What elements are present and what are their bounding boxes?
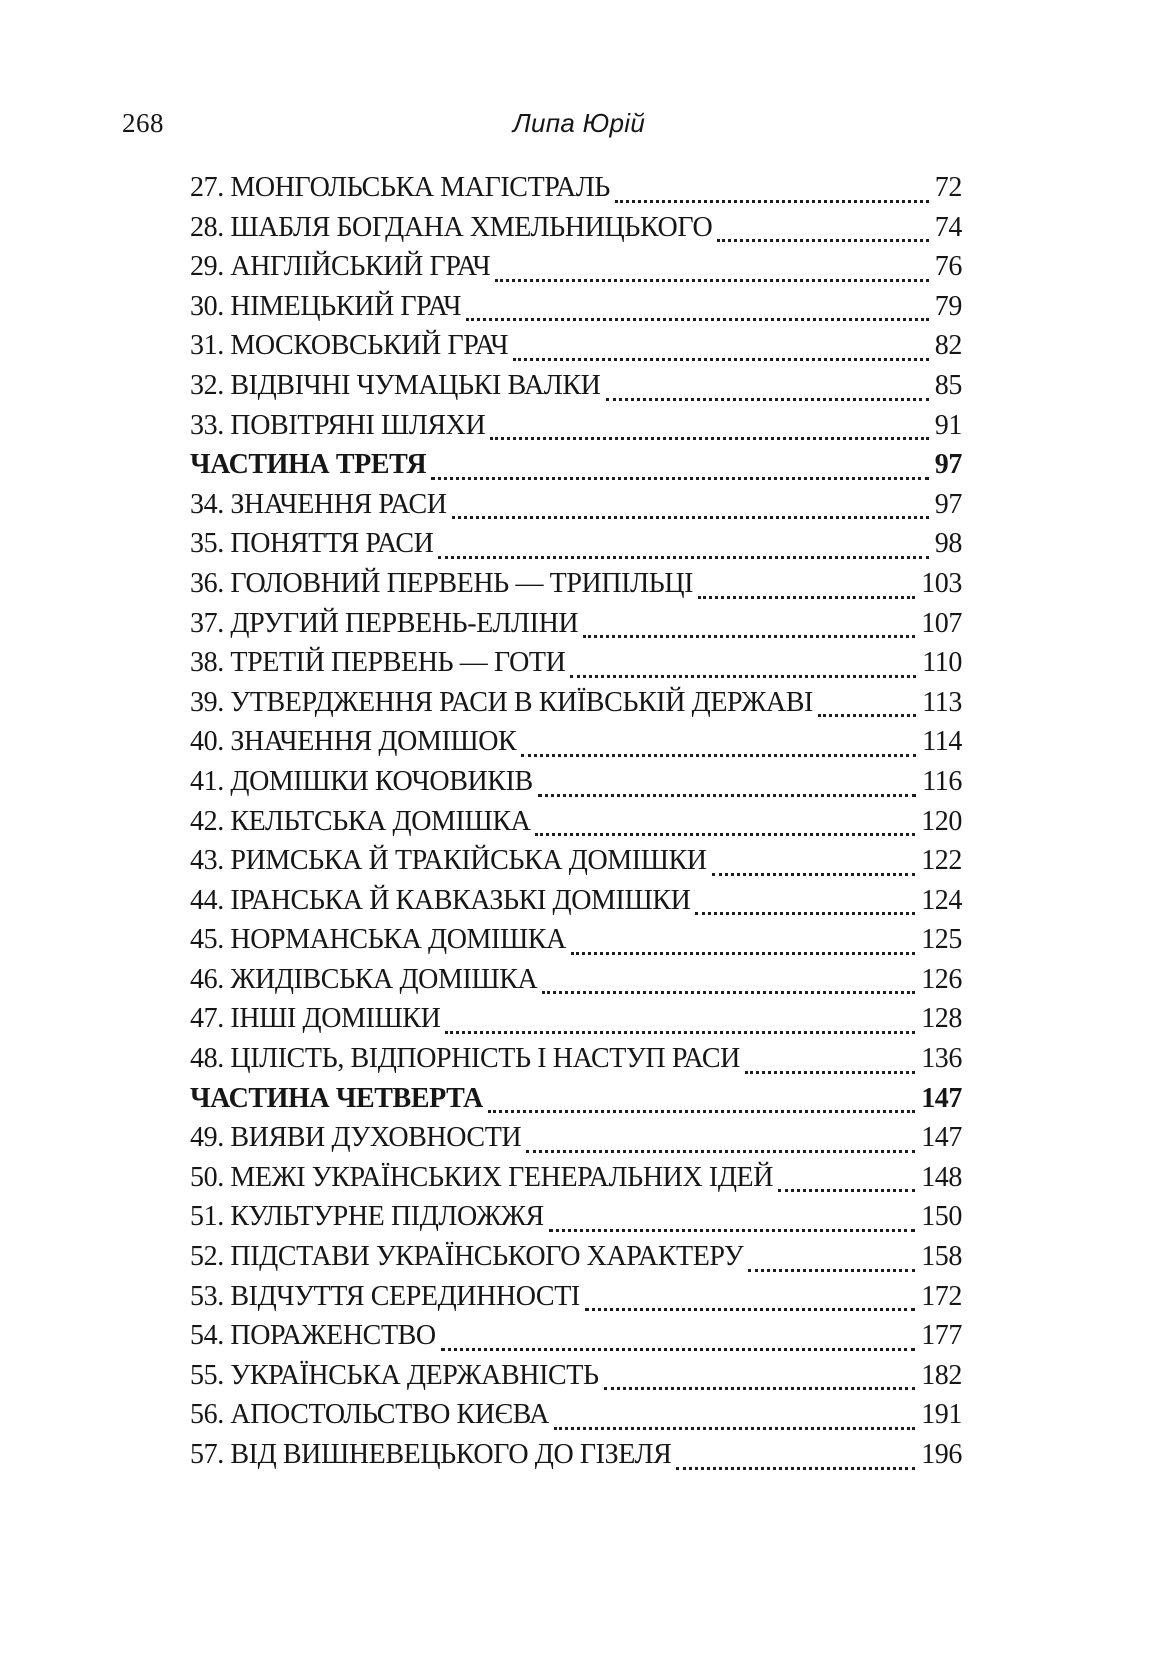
toc-entry-page: 172 (921, 1280, 962, 1312)
toc-entry-title: 48. ЦІЛІСТЬ, ВІДПОРНІСТЬ І НАСТУП РАСИ (190, 1043, 740, 1075)
running-head (0, 108, 1158, 144)
toc-entry (190, 449, 962, 489)
dot-leader (542, 991, 915, 994)
toc-entry (190, 766, 962, 806)
toc-entry-title: ЧАСТИНА ЧЕТВЕРТА (190, 1082, 483, 1114)
toc-entry (190, 1241, 962, 1281)
toc-entry (190, 1003, 962, 1043)
toc-entry-page: 116 (922, 765, 962, 797)
toc-entry-page: 103 (921, 567, 962, 599)
toc-entry-title: 46. ЖИДІВСЬКА ДОМІШКА (190, 963, 538, 995)
toc-entry (190, 806, 962, 846)
toc-entry-page: 114 (922, 726, 962, 758)
toc-entry-page: 82 (934, 330, 962, 362)
toc-entry-page: 110 (922, 647, 962, 679)
toc-entry-page: 72 (934, 172, 962, 203)
dot-leader (538, 794, 916, 797)
toc-entry (190, 291, 962, 331)
toc-entry-title: 50. МЕЖІ УКРАЇНСЬКИХ ГЕНЕРАЛЬНИХ ІДЕЙ (190, 1161, 774, 1193)
toc-entry (190, 489, 962, 529)
toc-entry-page: 98 (934, 528, 962, 560)
toc-entry-title: 42. КЕЛЬТСЬКА ДОМІШКА (190, 805, 531, 837)
toc-entry-page: 148 (921, 1161, 962, 1193)
toc-entry-title: 29. АНГЛІЙСЬКИЙ ГРАЧ (190, 251, 491, 283)
dot-leader (615, 200, 929, 203)
toc-entry-page: 97 (934, 488, 962, 520)
toc-entry-title: 31. МОСКОВСЬКИЙ ГРАЧ (190, 330, 509, 362)
toc-entry-title: ЧАСТИНА ТРЕТЯ (190, 449, 427, 481)
toc-entry-page: 158 (921, 1241, 962, 1273)
dot-leader (698, 596, 915, 599)
toc-entry (190, 845, 962, 885)
dot-leader (452, 516, 929, 519)
toc-entry-title: 38. ТРЕТІЙ ПЕРВЕНЬ — ГОТИ (190, 647, 566, 679)
toc-entry (190, 1201, 962, 1241)
toc-entry (190, 885, 962, 925)
dot-leader (441, 1348, 915, 1351)
dot-leader (571, 952, 915, 955)
dot-leader (712, 873, 916, 876)
toc-entry (190, 1083, 962, 1123)
toc-entry-title: 55. УКРАЇНСЬКА ДЕРЖАВНІСТЬ (190, 1359, 599, 1391)
toc-entry (190, 647, 962, 687)
toc-entry (190, 568, 962, 608)
dot-leader (535, 833, 915, 836)
page-number: 268 (122, 108, 164, 138)
toc-entry (190, 212, 962, 252)
toc-entry-page: 147 (921, 1122, 962, 1154)
dot-leader (745, 1071, 915, 1074)
toc-entry-title: 35. ПОНЯТТЯ РАСИ (190, 528, 434, 560)
toc-entry-page: 147 (921, 1082, 962, 1114)
dot-leader (585, 1308, 915, 1311)
toc-entry (190, 251, 962, 291)
toc-entry (190, 687, 962, 727)
dot-leader (604, 1387, 916, 1390)
dot-leader (438, 556, 928, 559)
toc-entry-page: 85 (934, 369, 962, 401)
toc-entry (190, 1122, 962, 1162)
toc-entry (190, 924, 962, 964)
toc-entry (190, 726, 962, 766)
toc-entry-title: 33. ПОВІТРЯНІ ШЛЯХИ (190, 409, 486, 441)
toc-entry (190, 1043, 962, 1083)
toc-entry-title: 47. ІНШІ ДОМІШКИ (190, 1003, 441, 1035)
dot-leader (748, 1269, 915, 1272)
toc-entry-title: 56. АПОСТОЛЬСТВО КИЄВА (190, 1399, 550, 1431)
toc-entry-page: 79 (934, 290, 962, 322)
dot-leader (526, 1150, 915, 1153)
toc-entry-page: 182 (921, 1359, 962, 1391)
toc-entry-page: 124 (921, 884, 962, 916)
dot-leader (549, 1229, 915, 1232)
dot-leader (818, 714, 916, 717)
dot-leader (431, 477, 929, 480)
toc-entry (190, 608, 962, 648)
toc-entry-title: 44. ІРАНСЬКА Й КАВКАЗЬКІ ДОМІШКИ (190, 884, 691, 916)
toc-entry-title: 52. ПІДСТАВИ УКРАЇНСЬКОГО ХАРАКТЕРУ (190, 1241, 744, 1273)
dot-leader (488, 1110, 915, 1113)
toc-entry-page: 191 (921, 1399, 962, 1431)
dot-leader (490, 437, 928, 440)
toc-entry-title: 37. ДРУГИЙ ПЕРВЕНЬ-ЕЛЛІНИ (190, 607, 579, 639)
toc-entry-page: 113 (922, 686, 962, 718)
toc-entry-page: 107 (921, 607, 962, 639)
dot-leader (513, 358, 929, 361)
running-header-title: Липа Юрій (512, 108, 646, 138)
toc-entry-title: 27. МОНГОЛЬСЬКА МАГІСТРАЛЬ (190, 172, 610, 203)
dot-leader (717, 239, 929, 242)
toc-entry-title: 34. ЗНАЧЕННЯ РАСИ (190, 488, 447, 520)
toc-entry (190, 1439, 962, 1479)
toc-entry-title: 49. ВИЯВИ ДУХОВНОСТИ (190, 1122, 522, 1154)
toc-entry (190, 410, 962, 450)
toc-entry-title: 39. УТВЕРДЖЕННЯ РАСИ В КИЇВСЬКІЙ ДЕРЖАВІ (190, 686, 813, 718)
toc-entry-title: 43. РИМСЬКА Й ТРАКІЙСЬКА ДОМІШКИ (190, 845, 707, 877)
toc-entry-title: 53. ВІДЧУТТЯ СЕРЕДИННОСТІ (190, 1280, 580, 1312)
dot-leader (695, 912, 915, 915)
toc-entry-title: 57. ВІД ВИШНЕВЕЦЬКОГО ДО ГІЗЕЛЯ (190, 1439, 672, 1470)
toc-entry-page: 74 (934, 211, 962, 243)
toc-entry-page: 196 (921, 1439, 962, 1470)
toc-entry (190, 528, 962, 568)
toc-entry (190, 964, 962, 1004)
dot-leader (676, 1467, 915, 1470)
dot-leader (495, 279, 929, 282)
toc-entry-page: 122 (921, 845, 962, 877)
toc-entry-title: 45. НОРМАНСЬКА ДОМІШКА (190, 924, 566, 956)
dot-leader (554, 1427, 915, 1430)
toc-entry-page: 125 (921, 924, 962, 956)
toc-entry-page: 136 (921, 1043, 962, 1075)
toc-entry-title: 41. ДОМІШКИ КОЧОВИКІВ (190, 765, 533, 797)
toc-entry-title: 32. ВІДВІЧНІ ЧУМАЦЬКІ ВАЛКИ (190, 369, 601, 401)
toc-entry-title: 40. ЗНАЧЕННЯ ДОМІШОК (190, 726, 517, 758)
table-of-contents (190, 172, 962, 1479)
toc-entry (190, 172, 962, 212)
toc-entry-title: 28. ШАБЛЯ БОГДАНА ХМЕЛЬНИЦЬКОГО (190, 211, 713, 243)
toc-entry-page: 91 (934, 409, 962, 441)
toc-entry-title: 30. НІМЕЦЬКИЙ ГРАЧ (190, 290, 462, 322)
toc-entry-title: 51. КУЛЬТУРНЕ ПІДЛОЖЖЯ (190, 1201, 544, 1233)
toc-entry (190, 1281, 962, 1321)
toc-entry-page: 126 (921, 963, 962, 995)
dot-leader (778, 1189, 915, 1192)
toc-entry (190, 1360, 962, 1400)
dot-leader (521, 754, 916, 757)
dot-leader (445, 1031, 915, 1034)
dot-leader (583, 635, 915, 638)
toc-entry-page: 128 (921, 1003, 962, 1035)
toc-entry-title: 54. ПОРАЖЕНСТВО (190, 1320, 436, 1352)
toc-entry (190, 1399, 962, 1439)
toc-entry-page: 97 (934, 449, 962, 481)
toc-entry (190, 1162, 962, 1202)
toc-entry-page: 76 (934, 251, 962, 283)
toc-entry-page: 177 (921, 1320, 962, 1352)
toc-entry-title: 36. ГОЛОВНИЙ ПЕРВЕНЬ — ТРИПІЛЬЦІ (190, 567, 694, 599)
toc-entry (190, 330, 962, 370)
dot-leader (570, 675, 916, 678)
toc-entry (190, 1320, 962, 1360)
toc-entry-page: 150 (921, 1201, 962, 1233)
dot-leader (466, 318, 929, 321)
toc-entry-page: 120 (921, 805, 962, 837)
dot-leader (606, 398, 929, 401)
toc-entry (190, 370, 962, 410)
